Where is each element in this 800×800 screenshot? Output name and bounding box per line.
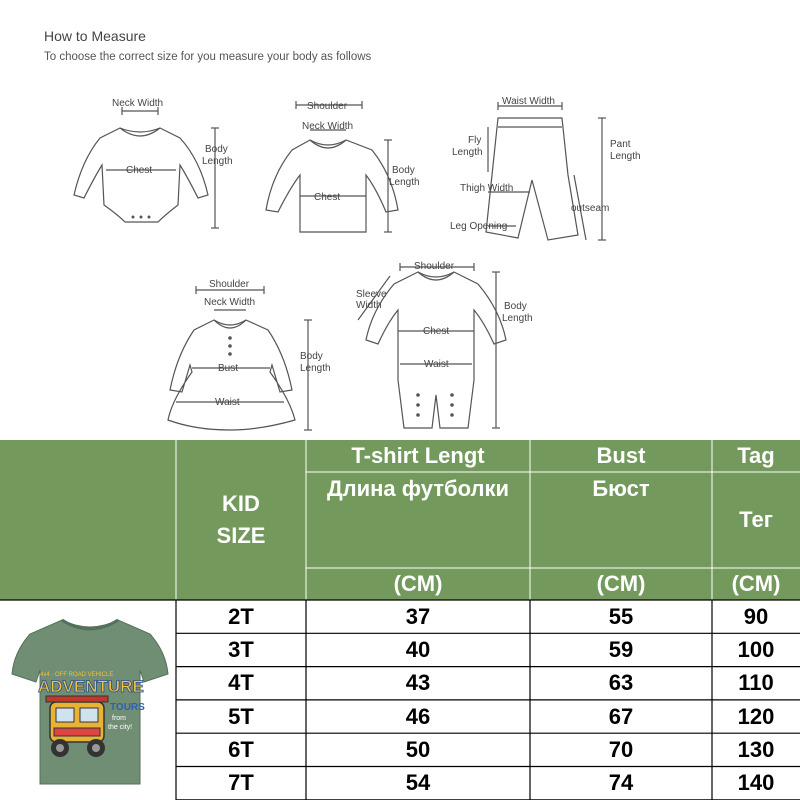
shirt-length-label: Length <box>389 177 420 188</box>
cell-size: 4T <box>176 667 306 700</box>
pants-thigh-label: Thigh Width <box>460 183 514 194</box>
romper-body-label: Body <box>504 301 527 312</box>
cell-size: 3T <box>176 633 306 666</box>
cell-length: 37 <box>306 600 530 633</box>
cell-length: 43 <box>306 667 530 700</box>
bodysuit-neck-width-label: Neck Width <box>112 98 164 109</box>
cell-length: 50 <box>306 733 530 766</box>
cell-bust: 70 <box>530 733 712 766</box>
bodysuit-length-label: Length <box>202 156 233 167</box>
pants-pant-length-label: Length <box>610 151 641 162</box>
cell-size: 2T <box>176 600 306 633</box>
dress-length-label: Length <box>300 363 331 374</box>
cell-bust: 74 <box>530 767 712 800</box>
cell-size: 6T <box>176 733 306 766</box>
pants-pant-label: Pant <box>610 139 631 150</box>
print-from: from <box>112 715 126 722</box>
cell-tag: 140 <box>712 767 800 800</box>
shirt-neck-label: Neck Width <box>302 121 354 132</box>
romper-waist-label: Waist <box>424 359 449 370</box>
cell-length: 54 <box>306 767 530 800</box>
guide-subtitle: To choose the correct size for you measure your body as follows <box>44 51 372 63</box>
print-tours: TOURS <box>110 702 145 713</box>
romper-length-label: Length <box>502 313 533 324</box>
header-kid-size <box>176 440 306 600</box>
cell-tag: 120 <box>712 700 800 733</box>
col2-ru: Бюст <box>530 472 712 568</box>
romper-chest-label: Chest <box>423 326 450 337</box>
cell-bust: 63 <box>530 667 712 700</box>
cell-length: 40 <box>306 633 530 666</box>
col1-unit: (CM) <box>306 568 530 600</box>
shirt-chest-label: Chest <box>314 192 341 203</box>
col3-unit: (CM) <box>712 568 800 600</box>
pants-leg-opening-label: Leg Opening <box>450 221 508 232</box>
dress-neck-label: Neck Width <box>204 297 256 308</box>
col2-en: Bust <box>530 440 712 472</box>
header-kid: KID <box>222 491 260 516</box>
pants-diagram <box>450 96 641 240</box>
bodysuit-chest-label: Chest <box>126 165 153 176</box>
col3-ru: Тег <box>712 472 800 568</box>
tshirt-product-image <box>10 612 170 792</box>
dress-waist-label: Waist <box>215 397 240 408</box>
cell-bust: 59 <box>530 633 712 666</box>
guide-title: How to Measure <box>44 28 146 44</box>
romper-sleeve-width-label: Width <box>356 300 382 311</box>
cell-bust: 55 <box>530 600 712 633</box>
col1-ru: Длина футболки <box>306 472 530 568</box>
dress-shoulder-label: Shoulder <box>209 279 250 290</box>
bodysuit-body-label: Body <box>205 144 228 155</box>
romper-sleeve-label: Sleeve <box>356 289 387 300</box>
dress-bust-label: Bust <box>218 363 239 374</box>
print-small-text: 4x4 · OFF ROAD VEHICLE <box>40 672 114 678</box>
romper-diagram <box>356 261 533 428</box>
col1-en: T-shirt Lengt <box>306 440 530 472</box>
pants-outseam-label: outseam <box>571 203 610 214</box>
shirt-shoulder-label: Shoulder <box>307 101 348 112</box>
dress-diagram <box>168 279 331 430</box>
romper-shoulder-label: Shoulder <box>414 261 455 272</box>
print-adventure: ADVENTURE <box>38 677 144 696</box>
col3-en: Tag <box>712 440 800 472</box>
cell-tag: 90 <box>712 600 800 633</box>
cell-bust: 67 <box>530 700 712 733</box>
cell-tag: 130 <box>712 733 800 766</box>
pants-waist-label: Waist Width <box>502 96 555 107</box>
cell-tag: 100 <box>712 633 800 666</box>
col2-unit: (CM) <box>530 568 712 600</box>
header-size: SIZE <box>216 523 266 548</box>
print-city: the city! <box>108 724 133 731</box>
shirt-diagram <box>266 101 420 232</box>
bodysuit-diagram <box>74 98 233 228</box>
cell-length: 46 <box>306 700 530 733</box>
header-blank <box>0 440 176 600</box>
shirt-body-label: Body <box>392 165 415 176</box>
pants-fly-label: Fly <box>468 135 482 146</box>
pants-fly-length-label: Length <box>452 147 483 158</box>
cell-size: 7T <box>176 767 306 800</box>
cell-tag: 110 <box>712 667 800 700</box>
cell-size: 5T <box>176 700 306 733</box>
dress-body-label: Body <box>300 351 323 362</box>
